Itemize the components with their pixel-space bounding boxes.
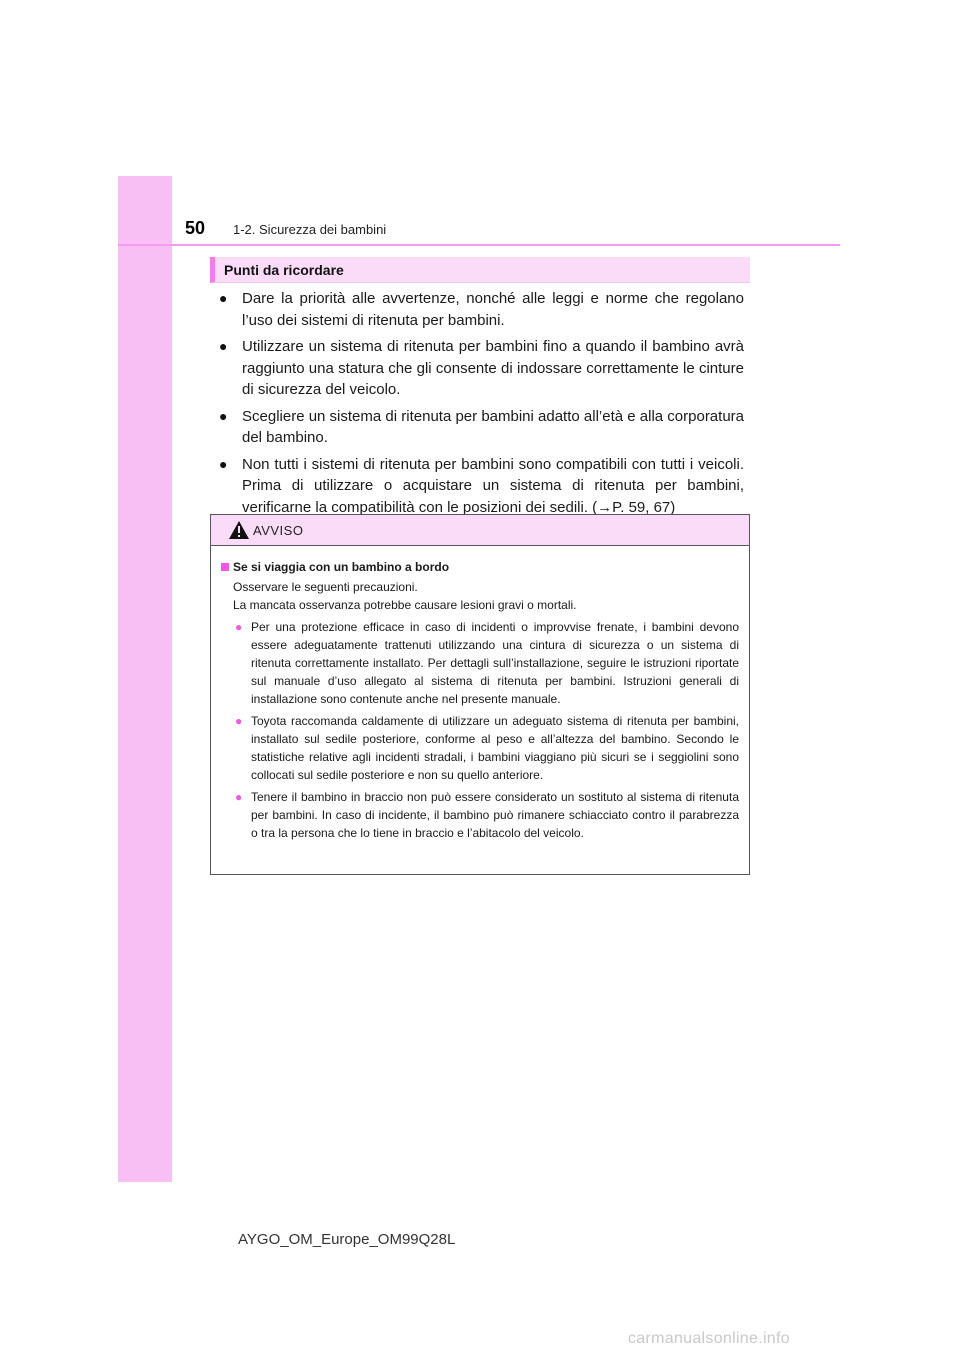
list-item [221,618,741,708]
watermark: carmanualsonline.info [628,1330,790,1347]
warning-subheading-text: Se si viaggia con un bambino a bordo [233,560,450,574]
list-item [221,788,741,842]
list-item [221,712,741,784]
page-number: 50 [185,218,206,238]
list-item-text: Per una protezione efficace in caso di incidenti o improvvise frenate, i bambini devono essere adeguatamente trattenuti utilizzando una cintura di sicurezza o un sistema di ritenuta correttamente installato. Per dettagli sull’installazione, seguire le istruzioni riportate sul manuale d’uso allegato al sistema di ritenuta per bambini. Istruzioni generali di installazione sono contenute anche nel presente manuale. [251,620,739,706]
list-item-text: Tenere il bambino in braccio non può essere considerato un sostituto al sistema di ritenuta per bambini. In caso di incidente, il bambino può rimanere schiacciato contro il parabrezza o tra la persona che lo tiene in braccio e l’abitacolo del veicolo. [251,790,739,840]
warning-intro-line: Osservare le seguenti precauzioni. [233,580,418,594]
warning-box [210,514,750,875]
list-item-text: Utilizzare un sistema di ritenuta per bambini fino a quando il bambino avrà raggiunto una statura che gli consente di indossare correttamente le cinture di sicurezza del veicolo. [242,338,744,398]
bullet-icon: ● [235,714,243,728]
points-header [210,257,750,283]
list-item [218,288,744,331]
warning-body [221,559,741,846]
list-item [218,454,744,519]
header-divider [118,244,840,246]
list-item-text: Toyota raccomanda caldamente di utilizzare un adeguato sistema di ritenuta per bambini, installato sul sedile posteriore, conforme al peso e all’altezza del bambino. Secondo le statistiche relative agli incidenti stradali, i bambini viaggiano più sicuri se i seggiolini sono collocati sul sedile posteriore e non su quello anteriore. [251,714,739,782]
bullet-icon: ● [219,338,228,354]
list-item-text: Dare la priorità alle avvertenze, nonché alle leggi e norme che regolano l’uso dei sistemi di ritenuta per bambini. [242,290,744,329]
list-item-text: Scegliere un sistema di ritenuta per bambini adatto all’età e alla corporatura del bambino. [242,407,744,446]
warning-intro-line: La mancata osservanza potrebbe causare lesioni gravi o mortali. [233,598,577,612]
warning-list [221,618,741,842]
warning-intro [221,578,741,614]
warning-label: AVVISO [253,523,304,538]
warning-header [211,515,749,546]
list-item [218,336,744,401]
warning-triangle-icon [228,520,250,540]
list-item-text: Non tutti i sistemi di ritenuta per bambini sono compatibili con tutti i veicoli. Prima di utilizzare o acquistare un sistema di ritenuta per bambini, verificarne la compatibilità con le posizioni dei sedili. (→P. 59, 67) [242,455,744,516]
points-title: Punti da ricordare [224,262,344,278]
bullet-icon: ● [235,790,243,804]
square-bullet-icon [221,563,229,571]
document-code: AYGO_OM_Europe_OM99Q28L [238,1231,456,1248]
points-list [218,288,744,523]
bullet-icon: ● [219,407,228,424]
section-title: 1-2. Sicurezza dei bambini [233,222,387,237]
bullet-icon: ● [219,290,228,306]
bullet-icon: ● [235,620,243,634]
list-item [218,406,744,449]
bullet-icon: ● [219,455,228,472]
warning-subheading [221,559,741,576]
chapter-side-band [118,176,172,1182]
